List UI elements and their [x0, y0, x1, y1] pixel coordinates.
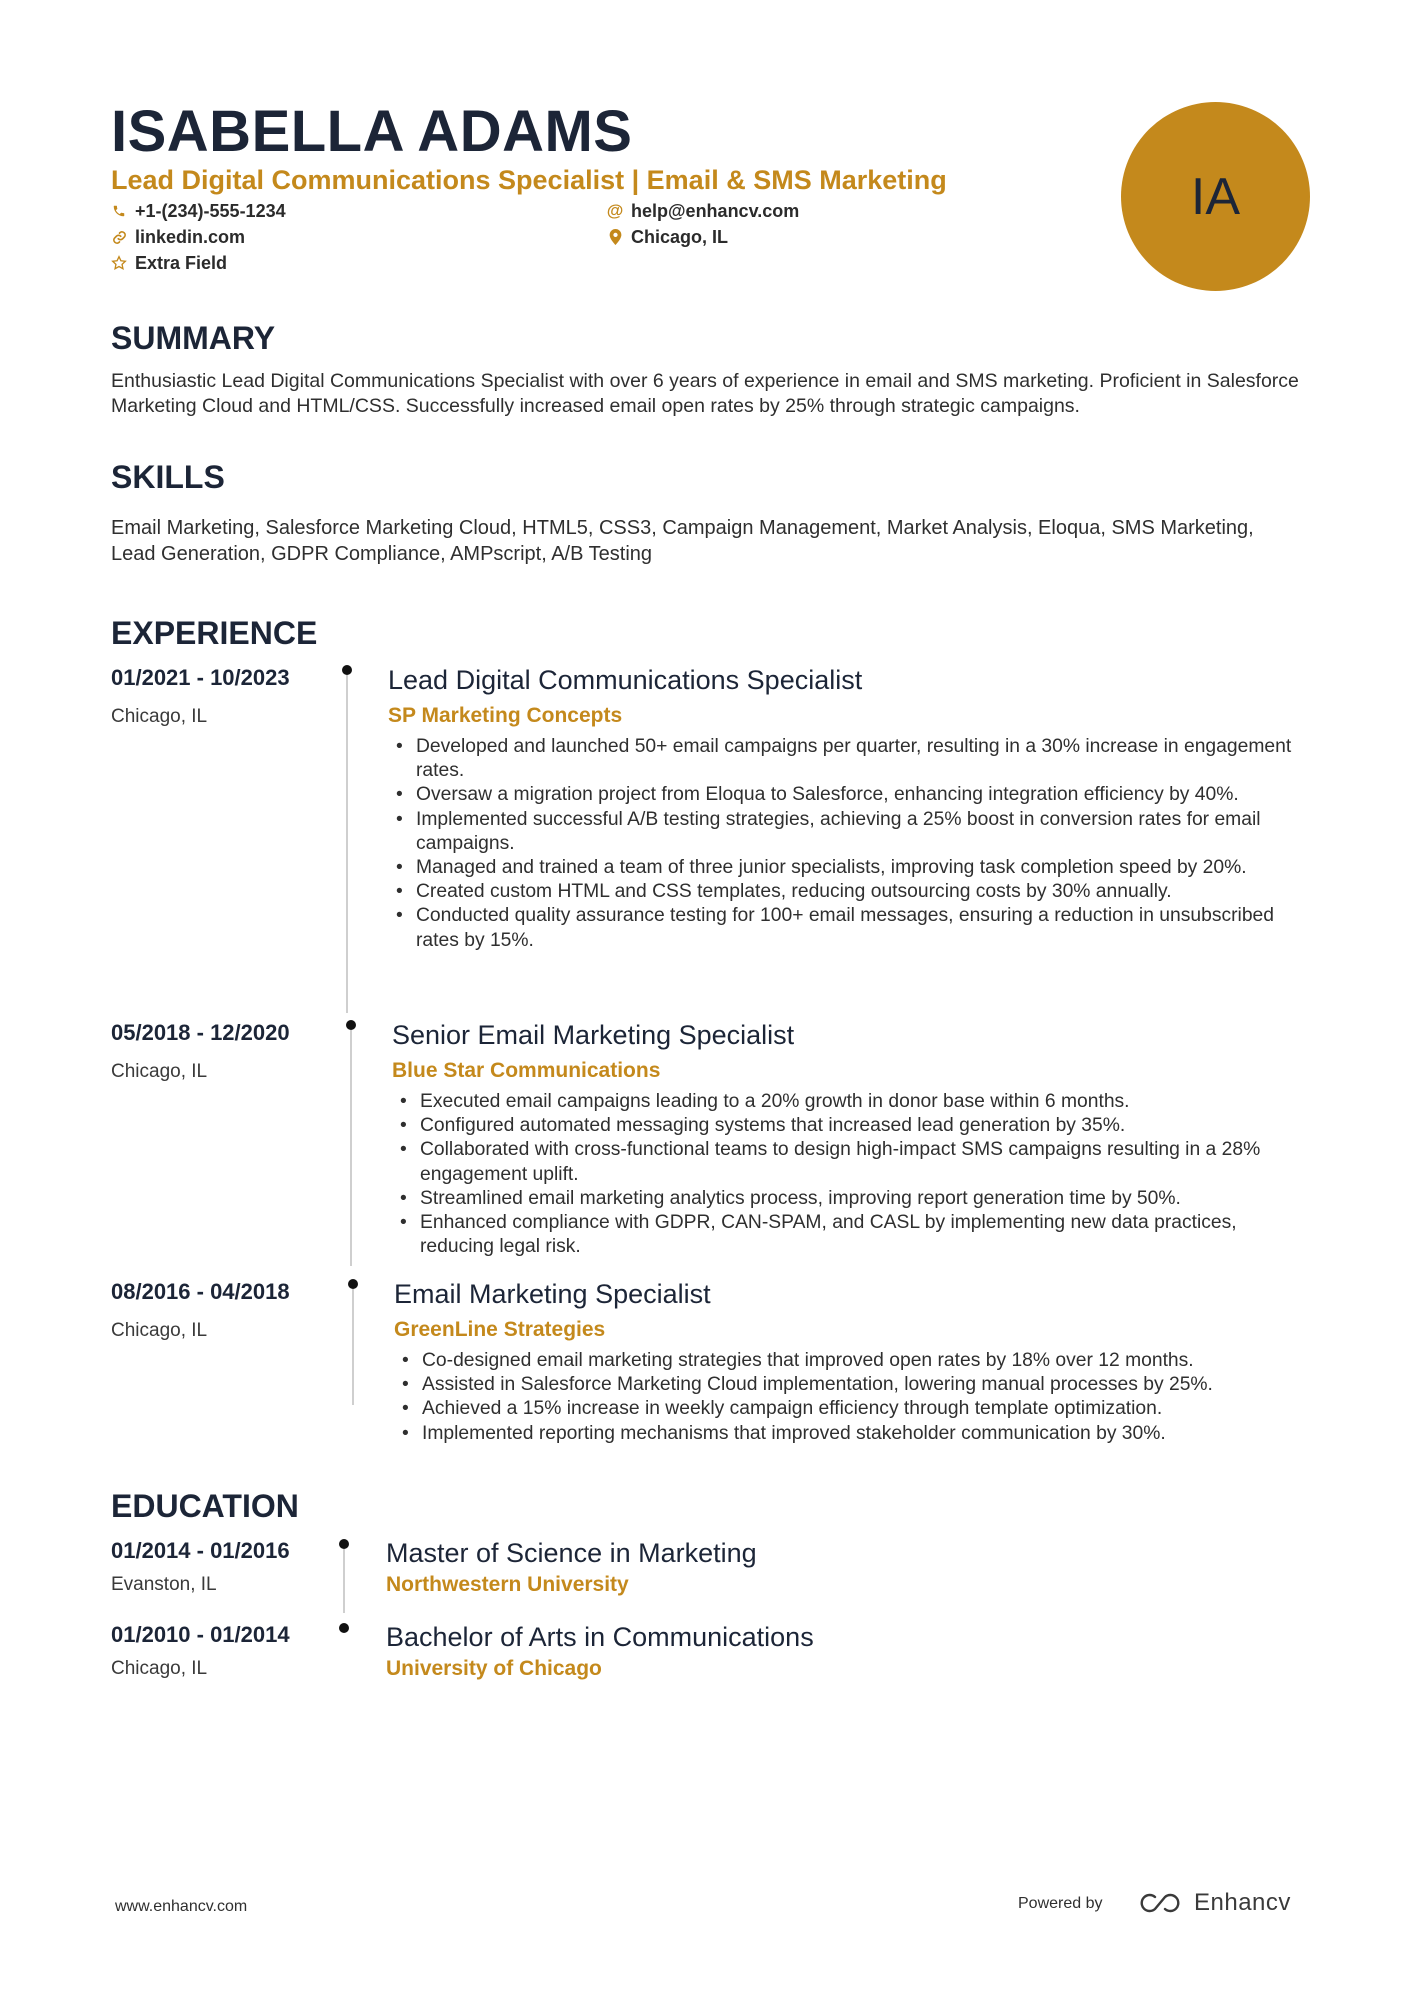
timeline-line — [343, 1549, 345, 1613]
star-icon — [111, 255, 127, 271]
extra-text: Extra Field — [135, 253, 228, 273]
at-icon: @ — [606, 201, 624, 220]
job-3-company: GreenLine Strategies — [394, 1318, 606, 1341]
edu-2-dates: 01/2010 - 01/2014 — [111, 1622, 290, 1647]
job-2-title: Senior Email Marketing Specialist — [392, 1020, 795, 1050]
timeline-dot — [339, 1539, 349, 1549]
location-text: Chicago, IL — [631, 227, 729, 247]
list-item: • Created custom HTML and CSS templates, reducing outsourcing costs by 30% annually. — [392, 880, 1292, 904]
edu-2-location: Chicago, IL — [111, 1658, 208, 1679]
footer-brand: Enhancv — [1194, 1889, 1291, 1916]
link-icon — [111, 229, 127, 245]
job-3-location: Chicago, IL — [111, 1320, 208, 1341]
job-1-location: Chicago, IL — [111, 706, 208, 727]
list-item: • Oversaw a migration project from Eloqua to Salesforce, enhancing integration efficiency by 40%. — [392, 783, 1292, 807]
list-item: • Executed email campaigns leading to a 20% growth in donor base within 6 months. — [396, 1090, 1306, 1114]
edu-1-dates: 01/2014 - 01/2016 — [111, 1538, 290, 1563]
list-item: • Implemented successful A/B testing strategies, achieving a 25% boost in conversion rates for email campaigns. — [392, 808, 1292, 856]
job-3-dates: 08/2016 - 04/2018 — [111, 1279, 290, 1304]
list-item: • Co-designed email marketing strategies that improved open rates by 18% over 12 months. — [398, 1349, 1308, 1373]
list-item: • Conducted quality assurance testing for 100+ email messages, ensuring a reduction in unsubscribed rates by 15%. — [392, 904, 1292, 952]
list-item: • Collaborated with cross-functional teams to design high-impact SMS campaigns resulting in a 28% engagement uplift. — [396, 1138, 1306, 1186]
contact-location — [607, 225, 728, 249]
timeline-dot — [339, 1623, 349, 1633]
edu-2-school: University of Chicago — [386, 1657, 602, 1680]
job-3-bullets — [398, 1349, 1308, 1446]
summary-text: Enthusiastic Lead Digital Communications Specialist with over 6 years of experience in email and SMS marketing. Proficient in Salesforce Marketing Cloud and HTML/CSS. Successfully increased email open rates by 25% through strategic campaigns. — [111, 370, 1299, 417]
experience-title: EXPERIENCE — [111, 615, 318, 651]
contact-linkedin — [111, 225, 245, 249]
edu-1-location: Evanston, IL — [111, 1574, 217, 1595]
job-2-location: Chicago, IL — [111, 1061, 208, 1082]
footer-url[interactable]: www.enhancv.com — [115, 1898, 248, 1915]
enhancv-logo-icon — [1138, 1889, 1184, 1917]
contact-phone — [111, 199, 286, 223]
job-1-bullets — [392, 735, 1292, 953]
job-1-title: Lead Digital Communications Specialist — [388, 665, 863, 695]
edu-2-degree: Bachelor of Arts in Communications — [386, 1622, 814, 1652]
list-item: • Enhanced compliance with GDPR, CAN-SPAM, and CASL by implementing new data practices, reducing legal risk. — [396, 1211, 1306, 1259]
linkedin-text[interactable]: linkedin.com — [135, 227, 246, 247]
contact-extra — [111, 251, 227, 275]
list-item: • Achieved a 15% increase in weekly campaign efficiency through template optimization. — [398, 1397, 1308, 1421]
timeline-dot — [346, 1020, 356, 1030]
job-2-company: Blue Star Communications — [392, 1059, 661, 1082]
list-item: • Assisted in Salesforce Marketing Cloud implementation, lowering manual processes by 25%. — [398, 1373, 1308, 1397]
enhancv-logo[interactable] — [1138, 1889, 1291, 1917]
list-item: • Streamlined email marketing analytics process, improving report generation time by 50%. — [396, 1187, 1306, 1211]
footer-powered-by: Powered by — [1018, 1895, 1103, 1912]
candidate-name: ISABELLA ADAMS — [111, 99, 633, 164]
contact-email — [607, 199, 799, 223]
timeline-line — [350, 1030, 352, 1266]
timeline-line — [352, 1289, 354, 1405]
list-item: • Configured automated messaging systems that increased lead generation by 35%. — [396, 1114, 1306, 1138]
summary-title: SUMMARY — [111, 320, 276, 356]
edu-1-degree: Master of Science in Marketing — [386, 1538, 757, 1568]
skills-title: SKILLS — [111, 459, 225, 495]
phone-icon — [111, 203, 127, 219]
list-item: • Implemented reporting mechanisms that improved stakeholder communication by 30%. — [398, 1422, 1308, 1446]
education-title: EDUCATION — [111, 1488, 299, 1524]
candidate-headline: Lead Digital Communications Specialist | Email & SMS Marketing — [111, 165, 947, 195]
email-text[interactable]: help@enhancv.com — [631, 201, 800, 221]
job-2-bullets — [396, 1090, 1306, 1259]
phone-text: +1-(234)-555-1234 — [135, 201, 286, 221]
skills-text: Email Marketing, Salesforce Marketing Cloud, HTML5, CSS3, Campaign Management, Market Analysis, Eloqua, SMS Marketing, Lead Generation, GDPR Compliance, AMPscript, A/B Testing — [111, 517, 1254, 565]
list-item: • Developed and launched 50+ email campaigns per quarter, resulting in a 30% increase in engagement rates. — [392, 735, 1292, 783]
edu-1-school: Northwestern University — [386, 1573, 629, 1596]
job-3-title: Email Marketing Specialist — [394, 1279, 711, 1309]
location-pin-icon — [607, 229, 623, 245]
job-2-dates: 05/2018 - 12/2020 — [111, 1020, 290, 1045]
job-1-company: SP Marketing Concepts — [388, 704, 623, 727]
timeline-dot — [348, 1279, 358, 1289]
timeline-dot — [342, 665, 352, 675]
avatar: IA — [1121, 102, 1310, 291]
timeline-line — [346, 675, 348, 1013]
list-item: • Managed and trained a team of three junior specialists, improving task completion speed by 20%. — [392, 856, 1292, 880]
job-1-dates: 01/2021 - 10/2023 — [111, 665, 290, 690]
